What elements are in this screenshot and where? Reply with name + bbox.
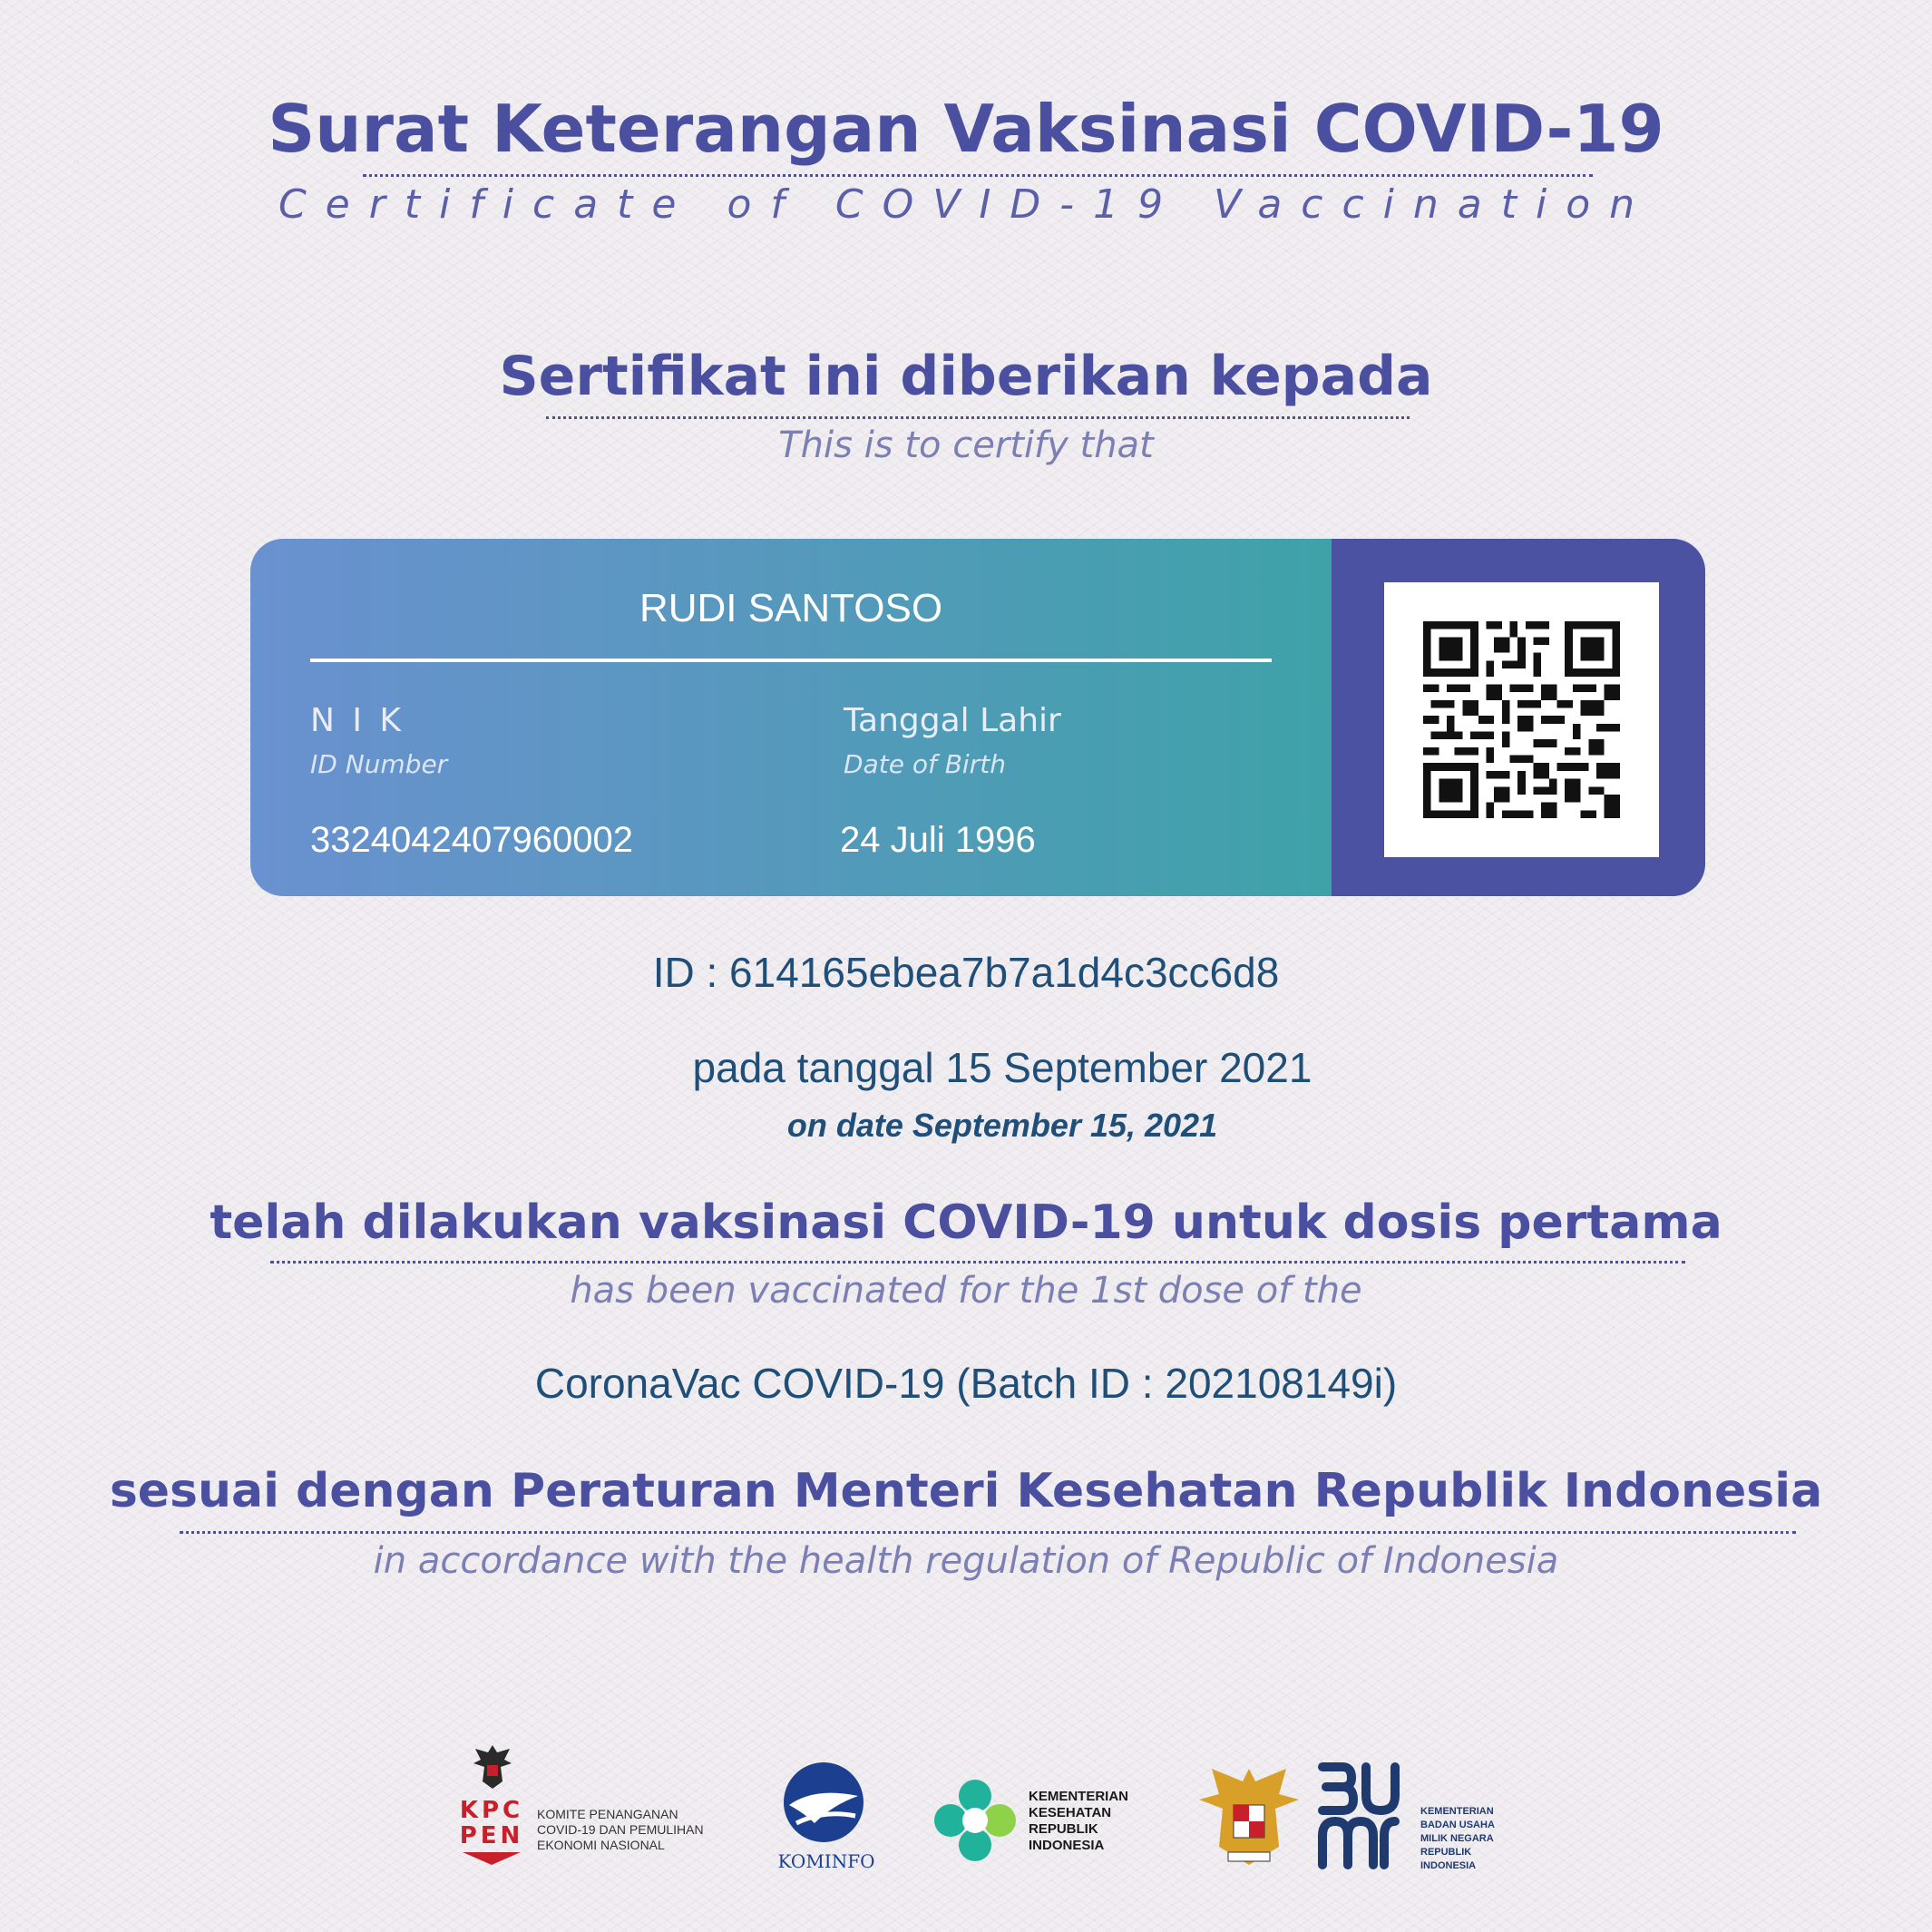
kemenkes-text-line2: KESEHATAN [1029, 1805, 1112, 1820]
certify-divider [546, 416, 1410, 419]
kpcpen-text-line2: COVID-19 DAN PEMULIHAN [537, 1822, 704, 1837]
title-divider [363, 174, 1593, 177]
regulation-subheading: in accordance with the health regulation of Republic of Indonesia [373, 1540, 1559, 1582]
vaccination-date: pada tanggal 15 September 2021 [692, 1044, 1312, 1091]
certificate-id: ID : 614165ebea7b7a1d4c3cc6d8 [652, 949, 1280, 996]
qr-code-frame[interactable] [1384, 582, 1659, 857]
certificate-title: Surat Keterangan Vaksinasi COVID-19 [268, 91, 1664, 167]
dob-value: 24 Juli 1996 [840, 820, 1036, 860]
kpcpen-text-line3: EKONOMI NASIONAL [537, 1838, 665, 1852]
nik-label: N I K [310, 702, 405, 739]
vaccination-date-en: on date September 15, 2021 [786, 1107, 1218, 1144]
bumn-text-line4: REPUBLIK [1420, 1847, 1472, 1858]
kpcpen-chevron [463, 1852, 521, 1865]
bumn-text-line3: MILIK NEGARA [1420, 1833, 1494, 1844]
kpcpen-mark-bottom: PEN [459, 1822, 524, 1849]
holder-name: RUDI SANTOSO [639, 586, 943, 630]
regulation-heading: sesuai dengan Peraturan Menteri Kesehatan Republik Indonesia [109, 1464, 1823, 1518]
dose-heading: telah dilakukan vaksinasi COVID-19 untuk dosis pertama [210, 1195, 1722, 1250]
dob-label: Tanggal Lahir [844, 702, 1061, 739]
garuda-small-icon [470, 1742, 515, 1792]
kominfo-label: KOMINFO [777, 1850, 875, 1872]
kominfo-logo [767, 1760, 885, 1878]
kominfo-globe-icon [778, 1760, 869, 1845]
bumn-logo [1313, 1760, 1495, 1872]
certify-heading: Sertifikat ini diberikan kepada [499, 345, 1433, 408]
certificate-subtitle: Certificate of COVID-19 Vaccination [278, 181, 1654, 228]
kpcpen-text-line1: KOMITE PENANGANAN [537, 1807, 678, 1821]
vaccine-batch: CoronaVac COVID-19 (Batch ID : 202108149i) [534, 1360, 1398, 1407]
bumn-text-line1: KEMENTERIAN [1420, 1806, 1494, 1817]
kemenkes-text-line1: KEMENTERIAN [1029, 1789, 1129, 1804]
kemenkes-logo [931, 1776, 1139, 1867]
bumn-text-line5: INDONESIA [1420, 1860, 1477, 1871]
regulation-divider [180, 1531, 1796, 1534]
garuda-pancasila-icon [1195, 1763, 1303, 1872]
qr-panel [1332, 539, 1705, 896]
qr-code-icon [1423, 621, 1620, 818]
holder-name-divider [310, 659, 1272, 662]
bumn-mark-icon [1313, 1760, 1404, 1872]
garuda-logo [1195, 1763, 1303, 1872]
nik-label-en: ID Number [310, 749, 448, 779]
dose-subheading: has been vaccinated for the 1st dose of the [570, 1270, 1362, 1312]
kemenkes-text-line4: INDONESIA [1029, 1838, 1105, 1853]
kpcpen-logo [459, 1742, 722, 1878]
kpcpen-mark-top: KPC [459, 1797, 524, 1824]
dose-divider [270, 1261, 1685, 1264]
kemenkes-text-line3: REPUBLIK [1029, 1821, 1098, 1837]
dob-label-en: Date of Birth [844, 749, 1006, 779]
nik-value: 3324042407960002 [310, 820, 633, 860]
kemenkes-cross-icon [931, 1776, 1020, 1865]
certify-subheading: This is to certify that [778, 424, 1154, 466]
holder-card [250, 539, 1705, 896]
bumn-text-line2: BADAN USAHA [1420, 1820, 1495, 1830]
